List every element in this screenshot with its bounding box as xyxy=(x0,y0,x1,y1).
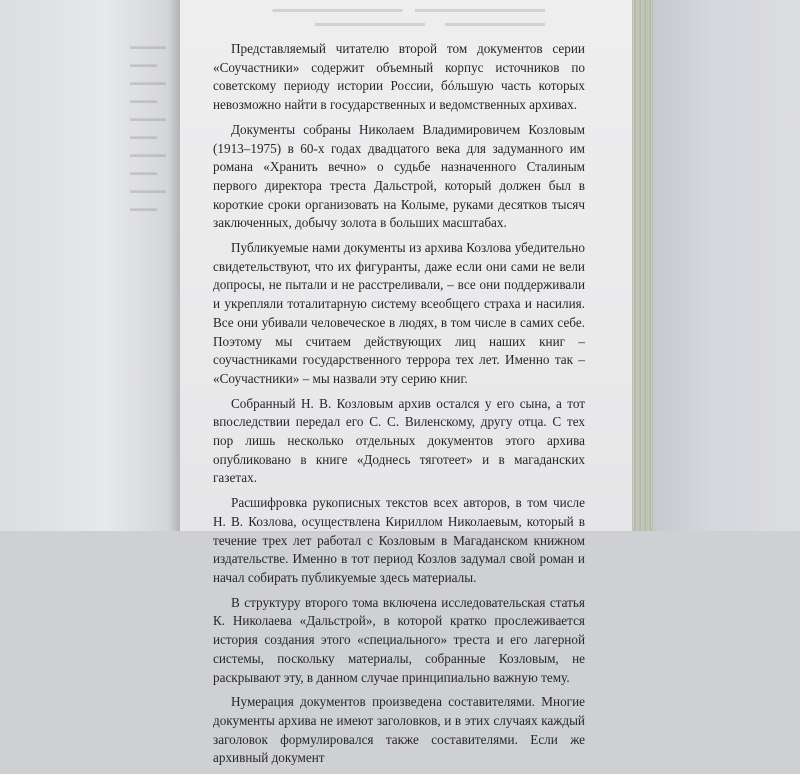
left-page-bleed-line: ▬▬▬ xyxy=(130,167,157,177)
reverse-side-bleed-through: ▬▬▬▬▬▬▬▬▬▬▬▬▬ ▬▬▬▬▬▬▬▬▬▬▬▬▬ xyxy=(272,4,545,15)
left-page-bleed-line: ▬▬▬▬ xyxy=(130,41,166,51)
left-page-bleed-line: ▬▬▬▬ xyxy=(130,149,166,159)
left-page-bleed-line: ▬▬▬ xyxy=(130,59,157,69)
reverse-side-bleed-through: ▬▬▬▬▬▬▬▬▬▬ ▬▬▬▬▬▬▬▬▬▬▬ xyxy=(315,18,545,29)
paragraph: Расшифровка рукописных текстов всех авторов, в том числе Н. В. Козлова, осуществлена Кириллом Николаевым, который в течение трех лет работал с Козловым в Магаданском книжном издательстве. Именно в тот период Козлов задумал свой роман и начал собирать публикуемые здесь материалы. xyxy=(213,495,585,585)
body-text xyxy=(213,40,585,774)
left-page-bleed-line: ▬▬▬ xyxy=(130,203,157,213)
left-page-bleed-line: ▬▬▬ xyxy=(130,131,157,141)
paragraph: Собранный Н. В. Козловым архив остался у его сына, а тот впоследствии передал его С. С. Виленскому, другу отца. С тех пор лишь несколько отдельных документов этого архива опубликовано в книге «Доднесь тяготеет» и в магаданских газетах. xyxy=(213,395,585,486)
paragraph: В структуру второго тома включена исследовательская статья К. Николаева «Дальстрой», в которой кратко прослеживается история создания этого «специального» треста и его лагерной системы, поскольку материалы, собранные Козловым, не раскрывают эту, в данном случае принципиально важную тему. xyxy=(213,594,585,685)
paragraph: Документы собраны Николаем Владимировичем Козловым (1913–1975) в 60-х годах двадцатого века для задуманного им романа «Хранить вечно» о судьбе назначенного Сталиным первого директора треста Дальстрой, который должен был в короткие сроки организовать на Колыме, руками десятков тысяч заключенных, добычу золота в больших масштабах. xyxy=(213,121,585,231)
background-surface xyxy=(654,0,800,531)
paragraph: Публикуемые нами документы из архива Козлова убедительно свидетельствуют, что их фигуранты, даже если они сами не вели допросы, не пытали и не расстреливали, – все они поддерживали и укрепляли тоталитарную систему всеобщего страха и насилия. Все они убивали человеческое в людях, в том числе в самих себе. Поэтому мы считаем действующих лиц наших книг – соучастниками государственного террора тех лет. Именно так – «Соучастники» – мы назвали эту серию книг. xyxy=(213,240,585,386)
left-page-bleed-line: ▬▬▬▬ xyxy=(130,185,166,195)
paragraph: Представляемый читателю второй том документов серии «Соучастники» содержит объемный корпус источников по советскому периоду истории России, бóльшую часть которых невозможно найти в государственных и ведомственных архивах. xyxy=(213,41,585,113)
left-page-bleed-line: ▬▬▬ xyxy=(130,95,157,105)
paragraph: Нумерация документов произведена составителями. Многие документы архива не имеют заголовков, и в этих случаях каждый заголовок формулировался также составителями. Если же архивный документ xyxy=(213,694,585,766)
left-page-bleed-line: ▬▬▬▬ xyxy=(130,113,166,123)
left-page-bleed-line: ▬▬▬▬ xyxy=(130,77,166,87)
page-stack-edge xyxy=(632,0,654,531)
left-page xyxy=(0,0,176,531)
